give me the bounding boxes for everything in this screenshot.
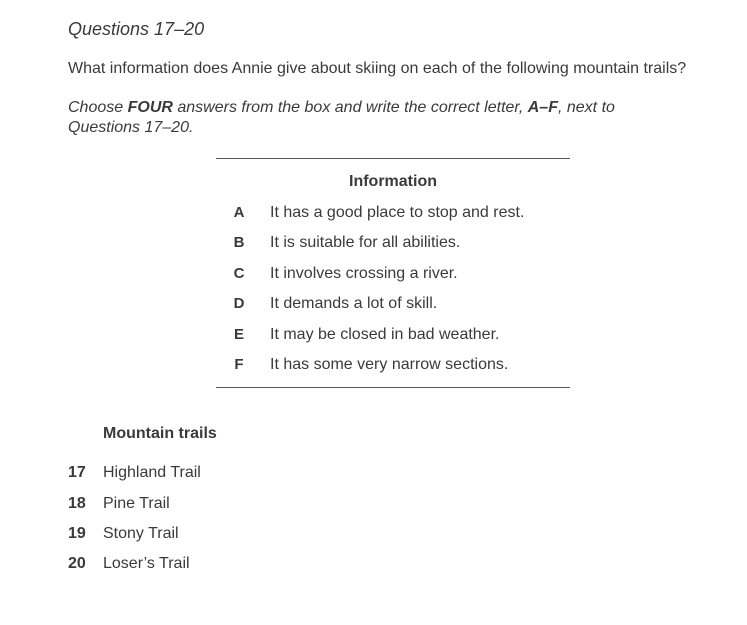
question-text: What information does Annie give about skiing on each of the following mountain trails?: [68, 60, 687, 77]
option-letter: D: [233, 295, 245, 312]
trail-number: 20: [68, 555, 86, 572]
instructions-bold-count: FOUR: [127, 99, 173, 116]
option-text: It has some very narrow sections.: [270, 356, 509, 373]
option-letter: A: [233, 204, 245, 221]
trail-name: Stony Trail: [103, 525, 179, 542]
instructions-bold-letters: A–F: [527, 99, 558, 116]
instructions-part3: , next to: [557, 99, 615, 116]
section-heading: Questions 17–20: [68, 19, 205, 39]
instructions: [68, 98, 615, 138]
option-letter: B: [233, 234, 245, 251]
trails-title: Mountain trails: [103, 425, 217, 442]
trail-number: 18: [68, 495, 86, 512]
option-text: It has a good place to stop and rest.: [270, 204, 525, 221]
box-title: Information: [349, 173, 437, 190]
trail-number: 17: [68, 464, 86, 481]
option-text: It is suitable for all abilities.: [270, 234, 461, 251]
option-text: It demands a lot of skill.: [270, 295, 438, 312]
option-letter: C: [233, 265, 245, 282]
trail-name: Pine Trail: [103, 495, 170, 512]
trail-number: 19: [68, 525, 86, 542]
instructions-line2: Questions 17–20.: [68, 119, 194, 136]
option-text: It involves crossing a river.: [270, 265, 458, 282]
trail-name: Loser’s Trail: [103, 555, 190, 572]
instructions-part2: answers from the box and write the correct letter,: [172, 99, 528, 116]
trail-name: Highland Trail: [103, 464, 201, 481]
option-letter: F: [234, 356, 244, 373]
box-top-rule: [216, 158, 570, 159]
box-bottom-rule: [216, 387, 570, 388]
instructions-part1: Choose: [68, 99, 128, 116]
option-text: It may be closed in bad weather.: [270, 326, 500, 343]
option-letter: E: [233, 326, 244, 343]
